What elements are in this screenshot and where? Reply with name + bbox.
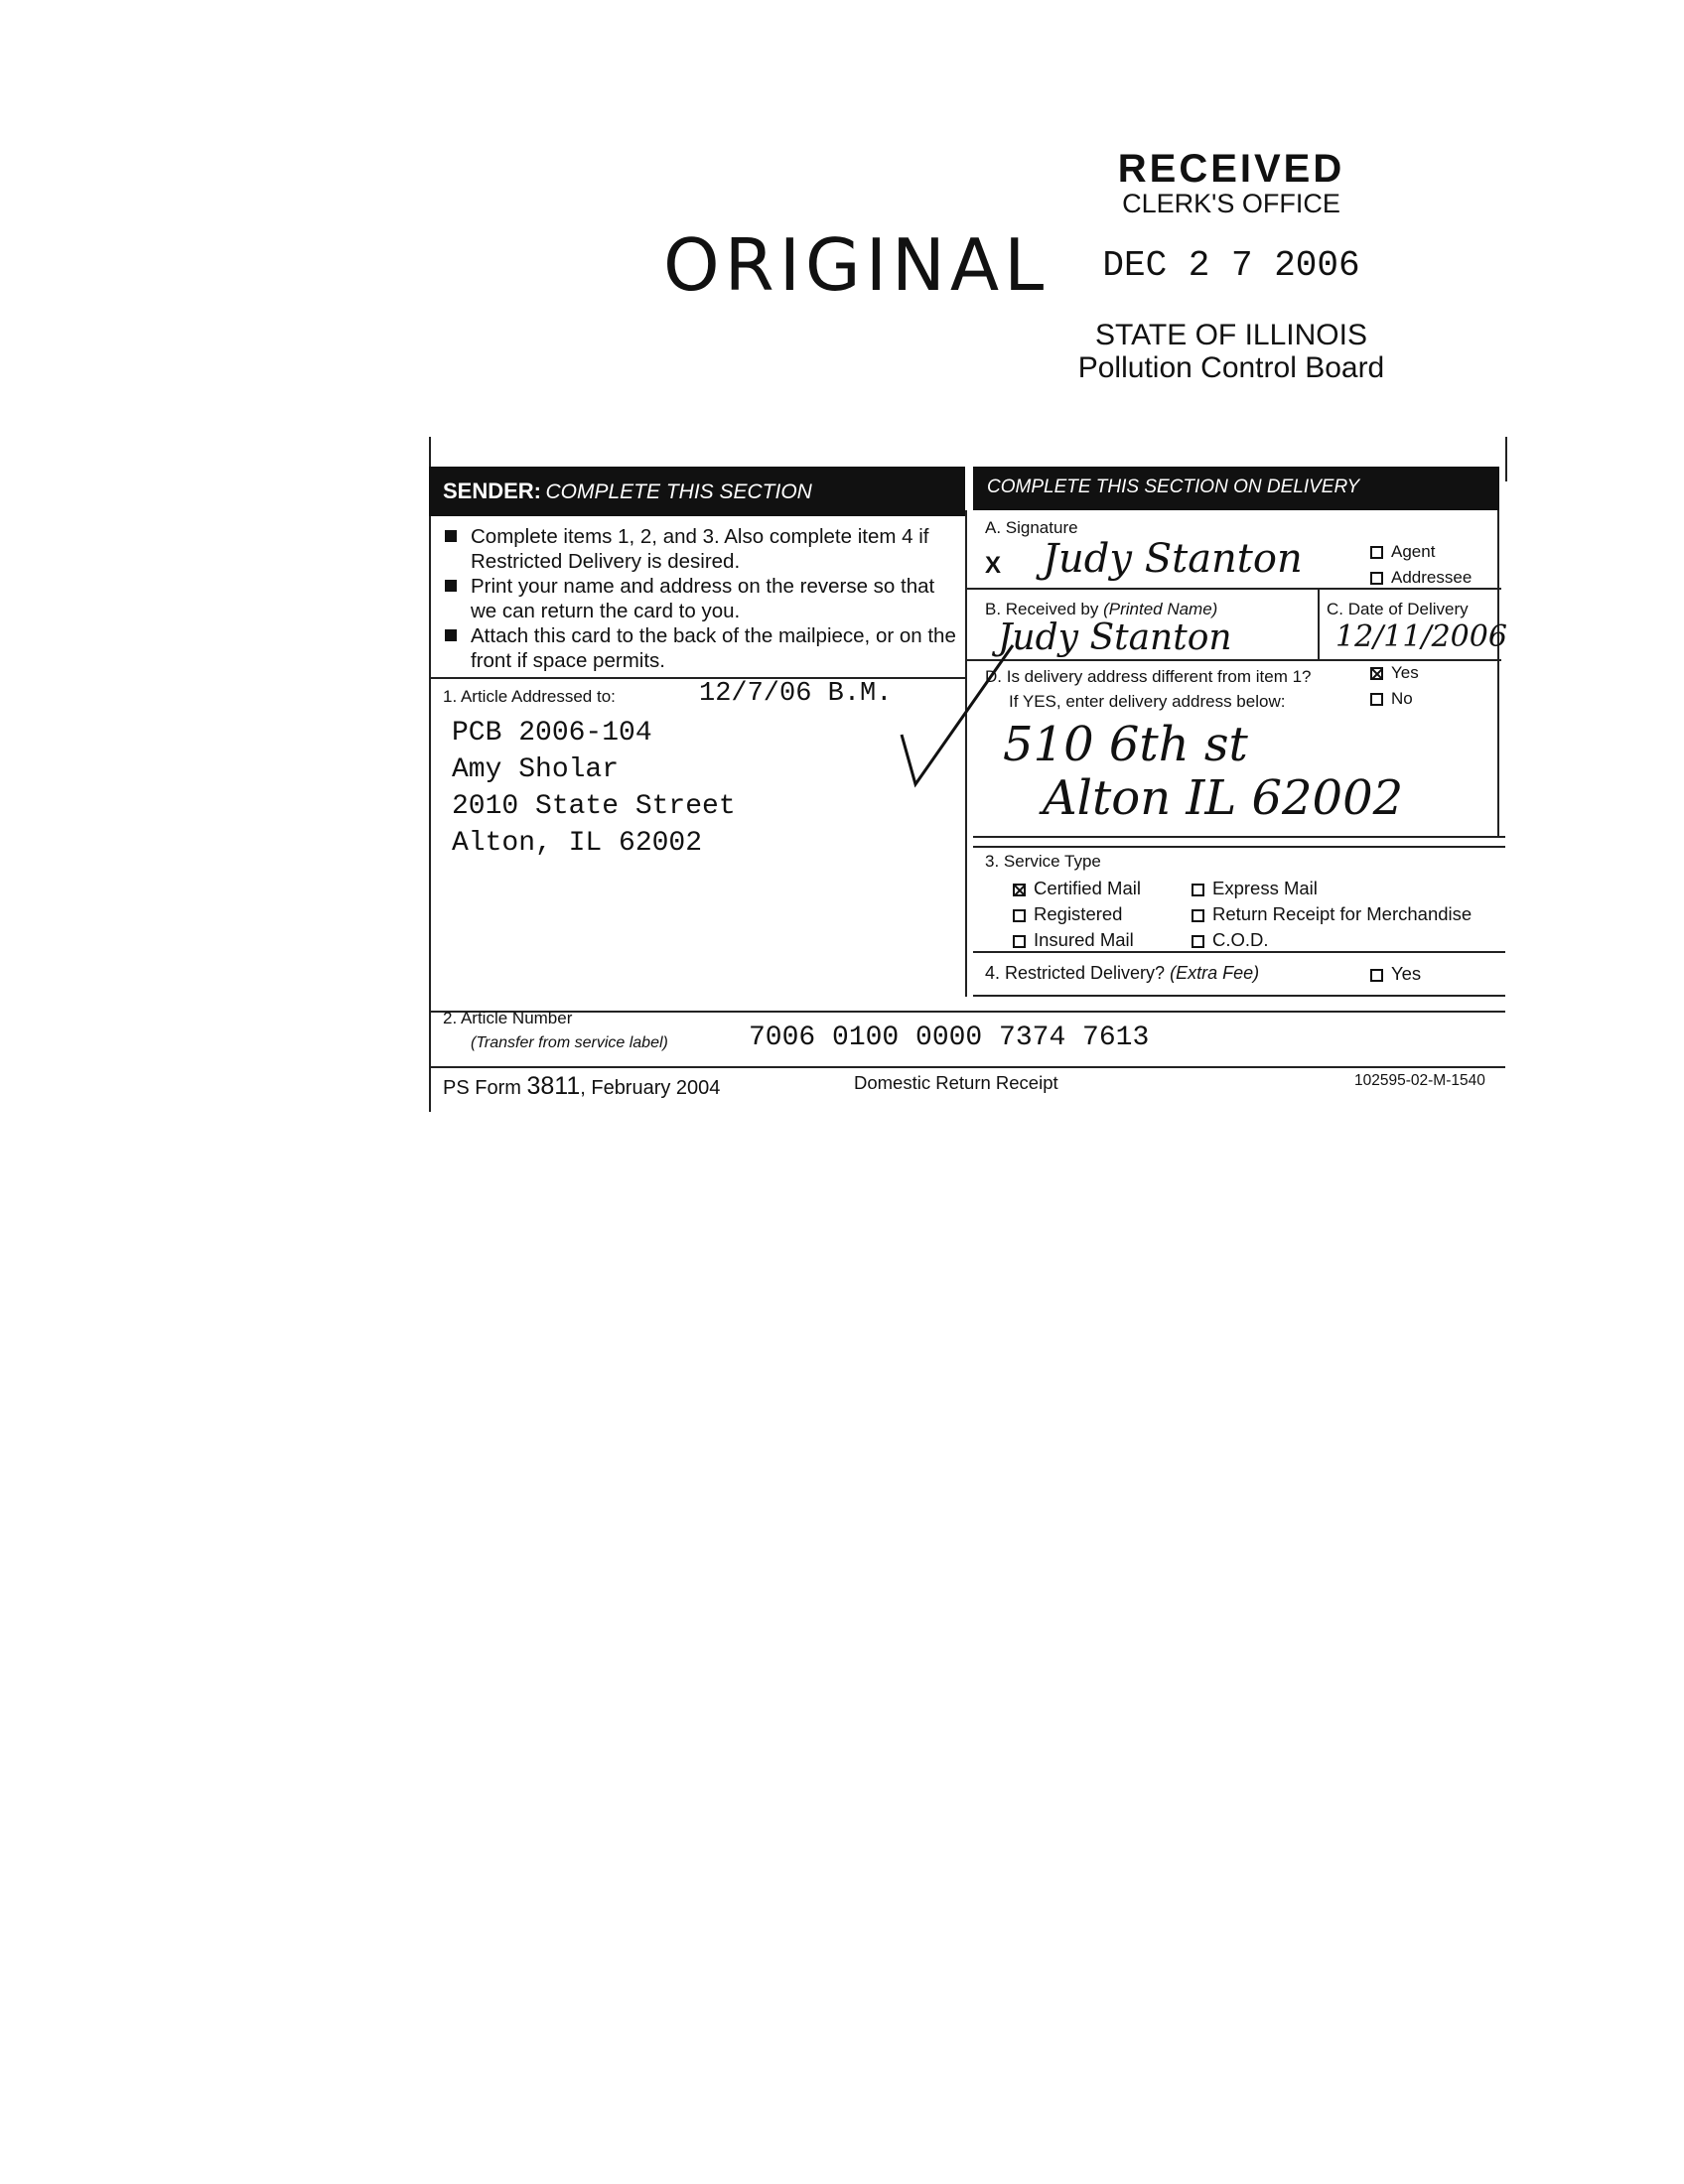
sender-header-bold: SENDER: [443, 478, 542, 503]
agent-option: Agent [1370, 542, 1435, 562]
return-receipt-checkbox[interactable] [1192, 909, 1204, 922]
yes-checkbox[interactable] [1370, 667, 1383, 680]
service-top [973, 846, 1505, 848]
article-note: 12/7/06 B.M. [699, 679, 893, 709]
delivery-header [973, 467, 1499, 510]
recipient-address [452, 715, 736, 862]
no-checkbox[interactable] [1370, 693, 1383, 706]
signature-label: A. Signature [985, 518, 1078, 537]
form-title: Domestic Return Receipt [854, 1072, 1058, 1093]
instruction-item: Print your name and address on the reverse so that we can return the card to you. [443, 574, 959, 623]
received-by-label: B. Received by (Printed Name) [985, 600, 1218, 618]
date-divider [1318, 588, 1320, 659]
certified-checkbox[interactable] [1013, 884, 1026, 896]
address-box-bottom [973, 836, 1505, 838]
service-insured: Insured Mail [1013, 929, 1134, 951]
address-line: Alton, IL 62002 [452, 828, 703, 859]
card-right-border [1505, 437, 1507, 481]
form-code: 102595-02-M-1540 [1354, 1072, 1485, 1089]
delivery-address-line-1: 510 6th st [1003, 717, 1248, 772]
address-box-right [1497, 510, 1499, 836]
cod-checkbox[interactable] [1192, 935, 1204, 948]
restricted-bottom [973, 995, 1505, 997]
article-bottom [429, 1066, 1505, 1068]
delivery-header-text: COMPLETE THIS SECTION ON DELIVERY [987, 477, 1360, 497]
sender-header [429, 467, 965, 516]
address-line: Amy Sholar [452, 754, 620, 785]
different-address-yes: Yes [1370, 663, 1419, 683]
service-type-label: 3. Service Type [985, 852, 1101, 871]
article-top [429, 1011, 1505, 1013]
if-yes-label: If YES, enter delivery address below: [1009, 692, 1286, 711]
form-id: PS Form 3811, February 2004 [443, 1072, 721, 1100]
restricted-delivery-label: 4. Restricted Delivery? (Extra Fee) [985, 963, 1260, 983]
delivery-address-line-2: Alton IL 62002 [1043, 770, 1404, 826]
addressee-checkbox[interactable] [1370, 572, 1383, 585]
article-number-sublabel: (Transfer from service label) [471, 1034, 668, 1051]
stamp-state: STATE OF ILLINOIS [1095, 319, 1367, 351]
received-by-value: Judy Stanton [998, 617, 1232, 658]
date-of-delivery-value: 12/11/2006 [1335, 619, 1507, 654]
registered-checkbox[interactable] [1013, 909, 1026, 922]
date-of-delivery-label: C. Date of Delivery [1327, 600, 1469, 618]
stamp-board: Pollution Control Board [1077, 351, 1385, 384]
article-addressed-label: 1. Article Addressed to: [443, 687, 616, 706]
received-stamp [1043, 149, 1420, 385]
service-express: Express Mail [1192, 878, 1318, 899]
signature-x: X [985, 552, 1002, 579]
service-bottom [973, 951, 1505, 953]
service-return-receipt: Return Receipt for Merchandise [1192, 903, 1472, 925]
service-certified: Certified Mail [1013, 878, 1141, 899]
service-cod: C.O.D. [1192, 929, 1269, 951]
sender-header-italic: COMPLETE THIS SECTION [545, 480, 812, 503]
instruction-item: Complete items 1, 2, and 3. Also complete item 4 if Restricted Delivery is desired. [443, 524, 959, 574]
bullet-icon [445, 629, 457, 641]
article-number-value: 7006 0100 0000 7374 7613 [749, 1023, 1150, 1053]
agent-checkbox[interactable] [1370, 546, 1383, 559]
sender-instructions [443, 524, 959, 673]
recv-divider [965, 659, 1501, 661]
insured-checkbox[interactable] [1013, 935, 1026, 948]
address-line: PCB 2006-104 [452, 718, 652, 749]
instruction-item: Attach this card to the back of the mailpiece, or on the front if space permits. [443, 623, 959, 673]
address-line: 2010 State Street [452, 791, 736, 822]
service-registered: Registered [1013, 903, 1122, 925]
article-number-label: 2. Article Number [443, 1009, 573, 1027]
bullet-icon [445, 580, 457, 592]
stamp-received: RECEIVED [1117, 147, 1345, 191]
bullet-icon [445, 530, 457, 542]
addressee-option: Addressee [1370, 568, 1472, 588]
stamp-office: CLERK'S OFFICE [1122, 189, 1340, 218]
sig-divider [965, 588, 1501, 590]
stamp-date: DEC 2 7 2006 [1102, 245, 1360, 286]
original-mark: ORIGINAL [663, 223, 1050, 307]
different-address-label: D. Is delivery address different from item 1? [985, 667, 1312, 686]
restricted-yes-checkbox[interactable] [1370, 969, 1383, 982]
express-checkbox[interactable] [1192, 884, 1204, 896]
signature-value: Judy Stanton [1043, 536, 1303, 582]
different-address-no: No [1370, 689, 1413, 709]
restricted-yes: Yes [1370, 963, 1421, 985]
